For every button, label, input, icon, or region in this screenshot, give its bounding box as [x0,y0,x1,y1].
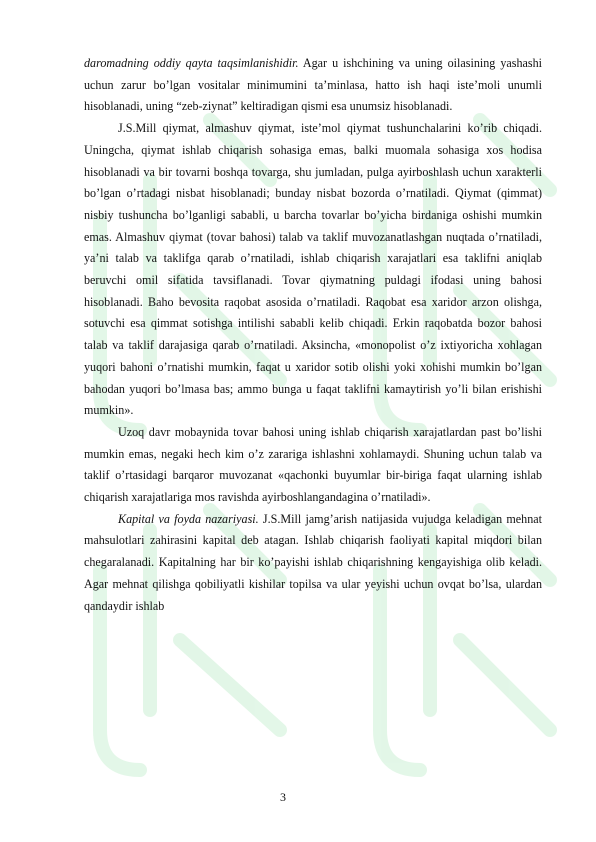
paragraph-1-text: Agar u ishchining va uning oilasining yashashi uchun zarur bo’lgan vositalar minimumini ta’minlasa, hatto ish haqi iste’moli unumli hisoblanadi, uning “zeb-ziynat” keltiradigan qismi esa unumsiz hisoblanadi. [84,56,542,114]
paragraph-4 [84,509,542,618]
body-text [84,53,542,617]
paragraph-4-lead: Kapital va foyda nazariyasi. [118,511,259,526]
paragraph-3 [84,422,542,509]
page-number: 3 [280,790,286,804]
paragraph-3-text: Uzoq davr mobaynida tovar bahosi uning ishlab chiqarish xarajatlardan past bo’lishi mumkin emas, negaki hech kim o’z zarariga ishlashni xohlamaydi. Shuning uchun talab va taklif o’rtasidagi barqaror muvozanat «qachonki buyumlar bir-biriga faqat ularning ishlab chiqarish xarajatlariga mos ravishda ayirboshlangandagina o’rnatiladi». [84,424,542,505]
paragraph-1 [84,53,542,118]
paragraph-2-text: J.S.Mill qiymat, almashuv qiymat, iste’mol qiymat tushunchalarini ko’rib chiqadi. Uningcha, qiymat ishlab chiqarish sohasiga emas, balki muomala sohasiga xos hodisa hisoblanadi va bir tovarni boshqa tovarga, shu jumladan, pulga ayirboshlash uchun xarakterli bo’lgan o’rtadagi nisbat hisoblanadi; bunday nisbat bozorda o’rnatiladi. Qiymat (qimmat) nisbiy tushuncha bo’lganligi sababli, u barcha tovarlar bo’yicha birdaniga oshishi mumkin emas. Almashuv qiymat (tovar bahosi) talab va taklif muvozanatlashgan nuqtada o’rnatiladi, ya’ni talab va taklifga qarab o’rnatiladi, ishlab chiqarish xarajatlari esa taklifni aniqlab beruvchi omil sifatida tavsiflanadi. Tovar qiymatning puldagi ifodasi uning bahosi hisoblanadi. Baho bevosita raqobat asosida o’rnatiladi. Raqobat esa xaridor arzon olishga, sotuvchi esa qimmat sotishga intilishi sababli kelib chiqadi. Erkin raqobatda bozor bahosi talab va taklif darajasiga qarab o’rnatiladi. Aksincha, «monopolist o’z ixtiyoricha xohlagan yuqori bahoni o’rnatishi mumkin, faqat u xaridor sotib olishi yoki xohishi mumkin bo’lgan bahodan yuqori bo’lmasa bas; ammo bunga u faqat taklifni kamaytirish yo’li bilan erishishi mumkin». [84,121,542,418]
paragraph-2 [84,118,542,422]
paragraph-1-lead: daromadning oddiy qayta taqsimlanishidir. [84,56,299,70]
paragraph-4-text: J.S.Mill jamg’arish natijasida vujudga keladigan mehnat mahsulotlari zahirasini kapital deb atagan. Ishlab chiqarish faoliyati kapital miqdori bilan chegaralanadi. Kapitalning har bir ko’payishi ishlab chiqarishning kengayishiga olib keladi. Agar mehnat qilishga qobiliyatli kishilar topilsa va ular yeyishi uchun ovqat bo’lsa, ulardan qandaydir ishlab [84,511,543,613]
